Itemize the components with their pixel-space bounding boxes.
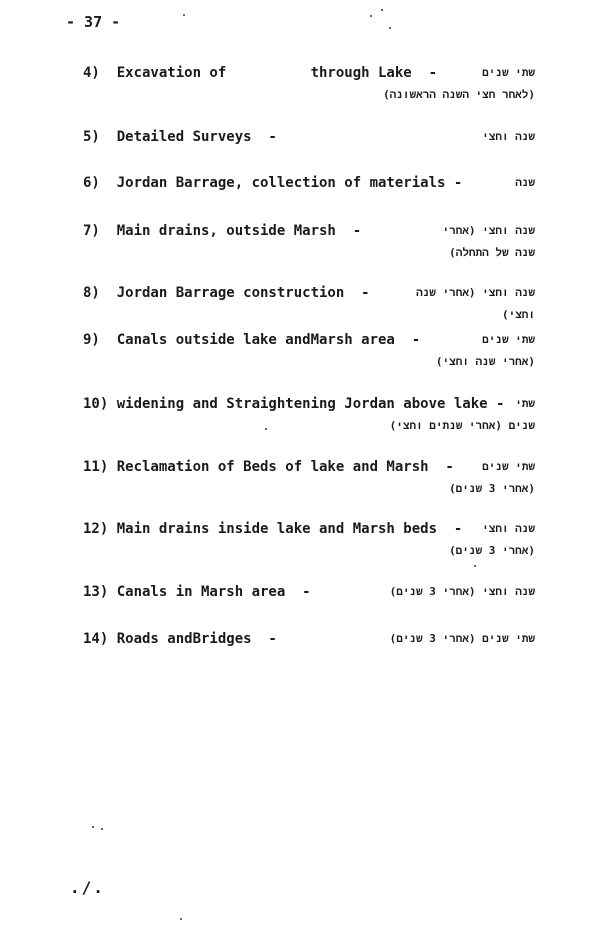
continuation-mark: ./.	[70, 878, 105, 897]
entry-hebrew: שתי שנים	[482, 66, 535, 79]
entry-hebrew: שנה וחצי (אחרי 3 שנים)	[389, 585, 535, 598]
entry-english: 14) Roads andBridges -	[83, 631, 277, 647]
entry-hebrew: שנה	[515, 176, 535, 189]
entry-english: 11) Reclamation of Beds of lake and Marsh -	[83, 459, 454, 475]
entry-english: 6) Jordan Barrage, collection of materials -	[83, 175, 463, 191]
scan-speck	[474, 565, 476, 567]
entry-english: 8) Jordan Barrage construction -	[83, 285, 370, 301]
entry-hebrew-line2: וחצי)	[501, 308, 535, 321]
entry-english: 7) Main drains, outside Marsh -	[83, 223, 362, 239]
entry-english: 10) widening and Straightening Jordan above lake -	[83, 396, 505, 412]
entry-english: 12) Main drains inside lake and Marsh beds -	[83, 521, 463, 537]
entry-hebrew: שתי שנים	[482, 333, 535, 346]
entry-hebrew-line2: (אחרי 3 שנים)	[449, 482, 535, 495]
scan-speck	[389, 27, 391, 29]
scan-speck	[183, 14, 185, 16]
scan-speck	[92, 826, 94, 828]
entry-english: 13) Canals in Marsh area -	[83, 584, 311, 600]
entry-hebrew-line2: שנים (אחרי שנתים וחצי)	[389, 419, 535, 432]
entry-hebrew-line2: שנה של התחלה)	[449, 246, 535, 259]
entry-hebrew: שנה וחצי (אחרי שנה	[416, 286, 535, 299]
entry-hebrew-line2: (אחרי 3 שנים)	[449, 544, 535, 557]
page-number: - 37 -	[66, 13, 121, 31]
entry-hebrew-line2: (לאחר חצי השנה הראשונה)	[383, 88, 535, 101]
entry-hebrew: שנה וחצי	[482, 130, 535, 143]
entry-hebrew: שתי	[515, 397, 535, 410]
scan-speck	[265, 428, 267, 430]
entry-hebrew: שתי שנים	[482, 460, 535, 473]
scan-speck	[180, 918, 182, 920]
entry-hebrew-line2: (אחרי שנה וחצי)	[435, 355, 535, 368]
scan-speck	[101, 828, 103, 830]
entry-english: 9) Canals outside lake andMarsh area -	[83, 332, 421, 348]
entry-hebrew: שתי שנים (אחרי 3 שנים)	[389, 632, 535, 645]
scan-speck	[370, 15, 372, 17]
entry-english: 5) Detailed Surveys -	[83, 129, 277, 145]
entry-hebrew: שנה וחצי	[482, 522, 535, 535]
entry-english: 4) Excavation of through Lake -	[83, 65, 438, 81]
entry-hebrew: שנה וחצי (אחרי	[442, 224, 535, 237]
scan-speck	[381, 9, 383, 11]
